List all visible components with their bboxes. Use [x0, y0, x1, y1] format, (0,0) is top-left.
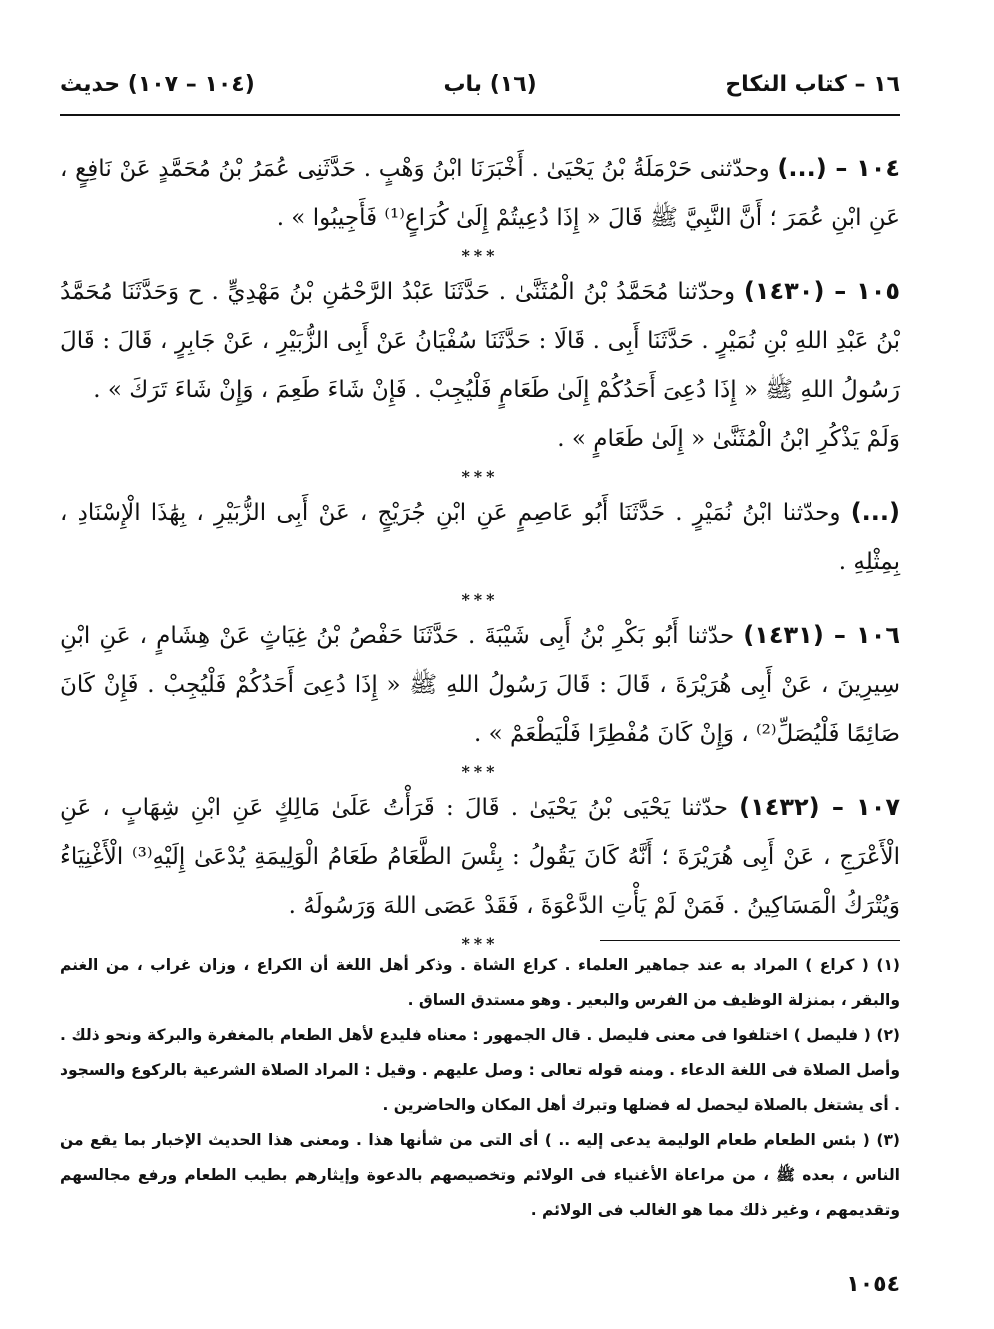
- hadith-number: (...): [850, 498, 900, 526]
- hadith-number: ١٠٧ – (١٤٣٢): [739, 793, 900, 821]
- hadith-107: [60, 783, 900, 931]
- footnote-rule: [600, 940, 900, 941]
- header-hadith-range: (١٠٤ – ١٠٧) حديث: [60, 71, 255, 97]
- hadith-104: [60, 144, 900, 243]
- hadith-105-note: وَلَمْ يَذْكُرِ ابْنُ الْمُثَنَّىٰ « إِلَىٰ طَعَامٍ » .: [557, 426, 900, 452]
- separator: ***: [461, 934, 499, 953]
- hadith-number: ١٠٦ – (١٤٣١): [743, 621, 900, 649]
- hadith-number: ١٠٥ – (١٤٣٠): [743, 277, 901, 305]
- footnote-1: (١) ( كراع ) المراد به عند جماهير العلماء . كراع الشاة . وذكر أهل اللغة أن الكراع ، وزان غراب ، من الغنم والبقر ، بمنزلة الوظيف من الفرس والبعير . وهو مستدق الساق .: [60, 956, 900, 1009]
- separator: ***: [461, 762, 499, 781]
- hadith-body: وحدّثنى حَرْمَلَةُ بْنُ يَحْيَىٰ . أَخْبَرَنَا ابْنُ وَهْبٍ . حَدَّثَنِى عُمَرُ بْنُ مُحَمَّدٍ عَنْ نَافِعٍ ، عَنِ ابْنِ عُمَرَ ؛ أَنَّ النَّبِيَّ ﷺ قَالَ « إِذَا دُعِيتُمْ إِلَىٰ كُرَاعٍ⁽¹⁾ فَأَجِيبُوا » .: [60, 156, 900, 231]
- hadith-text: [60, 144, 900, 955]
- hadith-body: وحدّثنا ابْنُ نُمَيْرٍ . حَدَّثَنَا أَبُو عَاصِمٍ عَنِ ابْنِ جُرَيْجٍ ، عَنْ أَبِى الزُّبَيْرِ ، بِهَٰذَا الْإِسْنَادِ ، بِمِثْلِهِ .: [60, 500, 900, 575]
- hadith-number: ١٠٤ – (...): [777, 154, 901, 182]
- header-rule: [60, 114, 900, 116]
- hadith-106: [60, 611, 900, 759]
- hadith-body: وحدّثنا مُحَمَّدُ بْنُ الْمُثَنَّىٰ . حَدَّثَنَا عَبْدُ الرَّحْمَٰنِ بْنُ مَهْدِيٍّ . ح وَحَدَّثَنَا مُحَمَّدُ بْنُ عَبْدِ اللهِ بْنِ نُمَيْرٍ . حَدَّثَنَا أَبِى . قَالَا : حَدَّثَنَا سُفْيَانُ عَنْ أَبِى الزُّبَيْرِ ، عَنْ جَابِرٍ ، قَالَ : قَالَ رَسُولُ اللهِ ﷺ « إِذَا دُعِىَ أَحَدُكُمْ إِلَىٰ طَعَامٍ فَلْيُجِبْ . فَإِنْ شَاءَ طَعِمَ ، وَإِنْ شَاءَ تَرَكَ » .: [60, 279, 900, 403]
- page: [60, 58, 900, 1308]
- separator: ***: [461, 246, 499, 265]
- footnote-3: (٣) ( بئس الطعام طعام الوليمة يدعى إليه .. ) أى التى من شأنها هذا . ومعنى هذا الحديث الإخبار بما يقع من الناس ، بعده ﷺ ، من مراعاة الأغنياء فى الولائم وتخصيصهم بالدعوة وإيثارهم بطيب الطعام ورفع مجالسهم وتقديمهم ، وغير ذلك مما هو الغالب فى الولائم .: [60, 1131, 900, 1219]
- running-header: [60, 58, 900, 110]
- separator: ***: [461, 467, 499, 486]
- header-book: ١٦ – كتاب النكاح: [725, 71, 900, 97]
- hadith-105: [60, 267, 900, 415]
- separator: ***: [461, 590, 499, 609]
- hadith-105-variant: [60, 488, 900, 587]
- page-number: ١٠٥٤: [846, 1272, 900, 1297]
- hadith-body: حدّثنا يَحْيَى بْنُ يَحْيَىٰ . قَالَ : قَرَأْتُ عَلَىٰ مَالِكٍ عَنِ ابْنِ شِهَابٍ ، عَنِ الْأَعْرَجِ ، عَنْ أَبِى هُرَيْرَةَ ؛ أَنَّهُ كَانَ يَقُولُ : بِئْسَ الطَّعَامُ طَعَامُ الْوَلِيمَةِ يُدْعَىٰ إِلَيْهِ⁽³⁾ الْأَغْنِيَاءُ وَيُتْرَكُ الْمَسَاكِينُ . فَمَنْ لَمْ يَأْتِ الدَّعْوَةَ ، فَقَدْ عَصَى اللهَ وَرَسُولَهُ .: [60, 795, 901, 919]
- footnote-2: (٢) ( فليصل ) اختلفوا فى معنى فليصل . قال الجمهور : معناه فليدع لأهل الطعام بالمغفرة والبركة ونحو ذلك . وأصل الصلاة فى اللغة الدعاء . ومنه قوله تعالى : وصل عليهم . وقيل : المراد الصلاة الشرعية بالركوع والسجود . أى يشتغل بالصلاة ليحصل له فضلها وتبرك أهل المكان والحاضرين .: [60, 1026, 900, 1114]
- hadith-body: حدّثنا أَبُو بَكْرِ بْنُ أَبِى شَيْبَةَ . حَدَّثَنَا حَفْصُ بْنُ غِيَاثٍ عَنْ هِشَامٍ ، عَنِ ابْنِ سِيرِينَ ، عَنْ أَبِى هُرَيْرَةَ ، قَالَ : قَالَ رَسُولُ اللهِ ﷺ « إِذَا دُعِىَ أَحَدُكُمْ فَلْيُجِبْ . فَإِنْ كَانَ صَائِمًا فَلْيُصَلِّ⁽²⁾ ، وَإِنْ كَانَ مُفْطِرًا فَلْيَطْعَمْ » .: [60, 623, 900, 747]
- header-chapter: (١٦) باب: [443, 71, 537, 97]
- footnotes: [60, 948, 900, 1228]
